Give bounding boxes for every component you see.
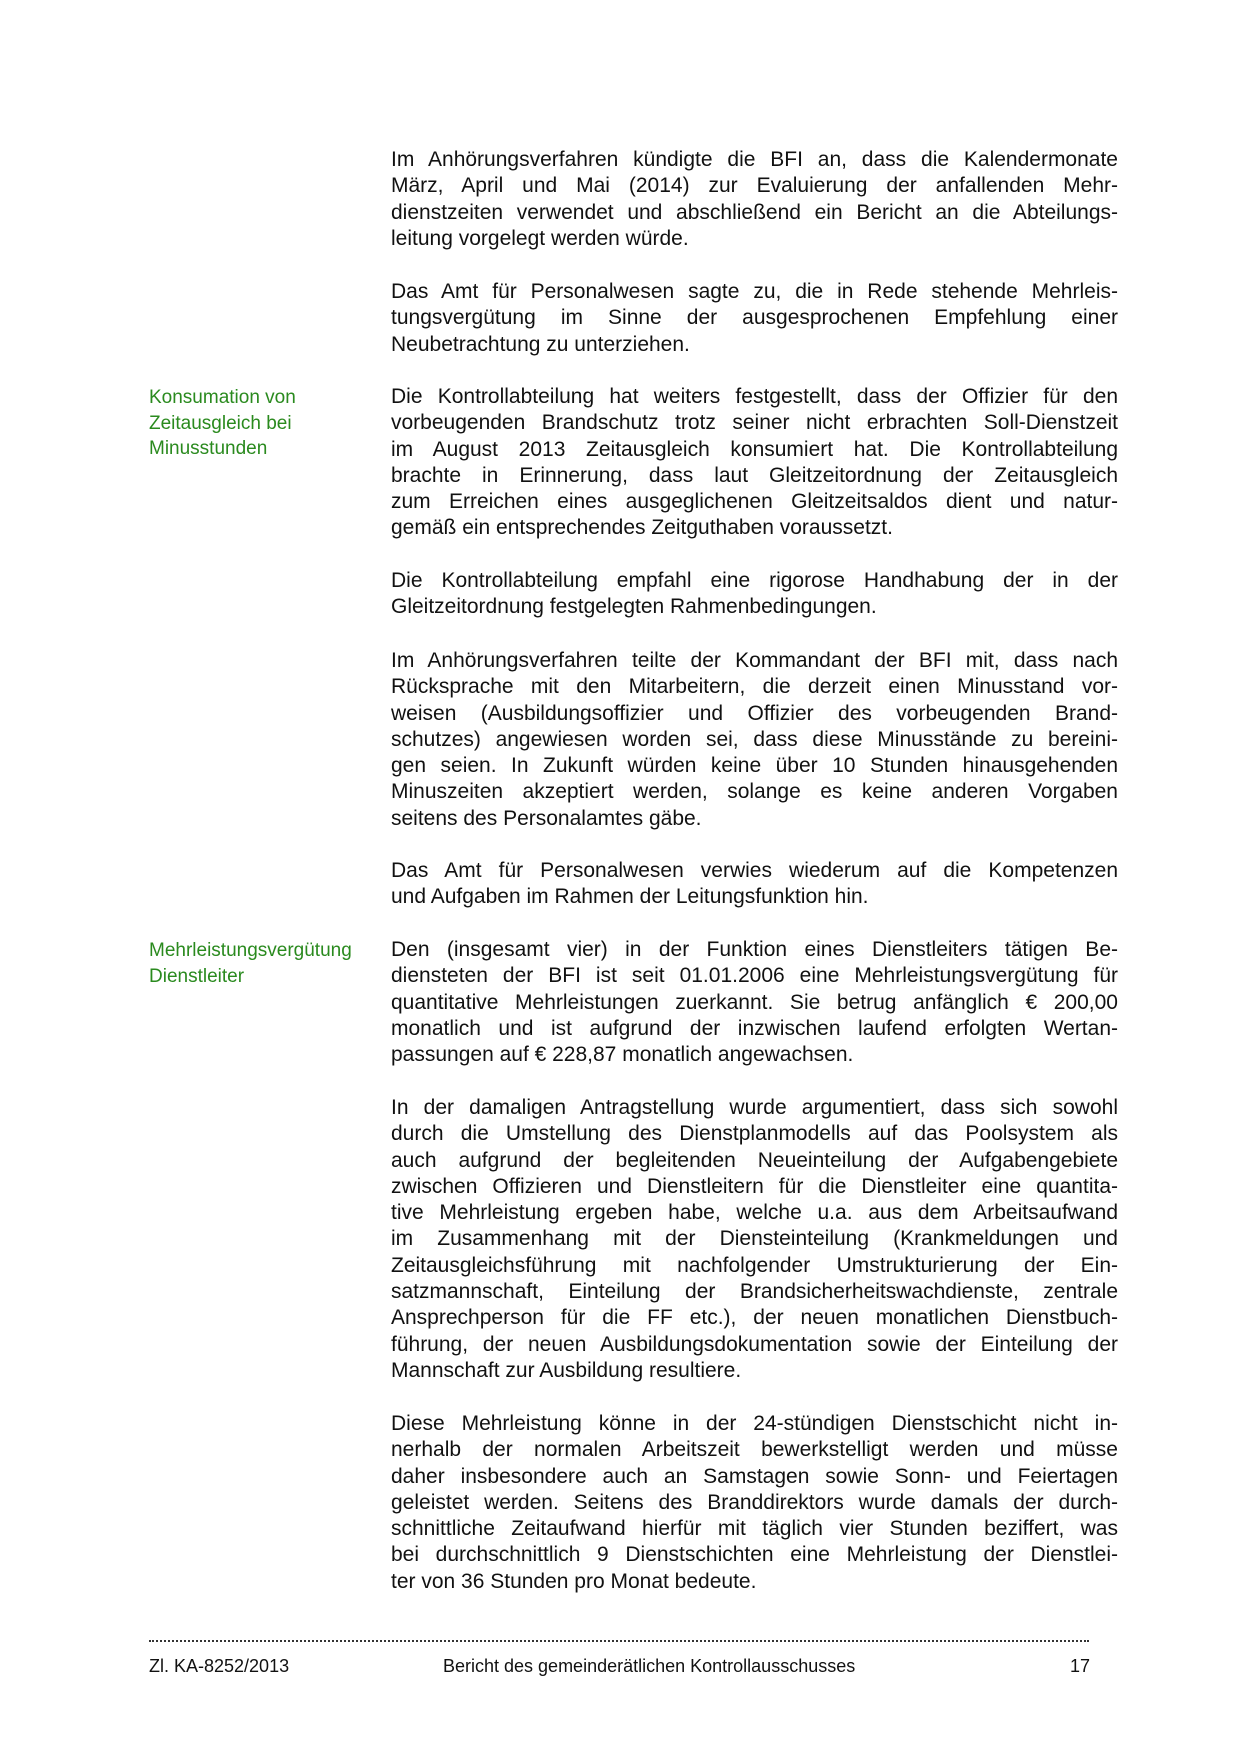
text-line: im Zusammenhang mit der Diensteinteilung (Krankmeldungen und bbox=[391, 1227, 1118, 1251]
text-line: auch aufgrund der begleitenden Neueinteilung der Aufgabengebiete bbox=[391, 1148, 1118, 1172]
footer-divider bbox=[149, 1640, 1089, 1642]
margin-heading-line: Dienstleiter bbox=[149, 965, 245, 987]
text-line: März, April und Mai (2014) zur Evaluierung der anfallenden Mehr- bbox=[391, 174, 1118, 198]
body-paragraph bbox=[391, 147, 1118, 252]
text-line: durch die Umstellung des Dienstplanmodells auf das Poolsystem als bbox=[391, 1122, 1118, 1146]
text-line: vorbeugenden Brandschutz trotz seiner nicht erbrachten Soll-Dienstzeit bbox=[391, 411, 1118, 435]
text-line: Ansprechperson für die FF etc.), der neuen monatlichen Dienstbuch- bbox=[391, 1306, 1118, 1330]
margin-heading-line: Minusstunden bbox=[149, 438, 268, 459]
text-line: passungen auf € 228,87 monatlich angewachsen. bbox=[391, 1043, 854, 1067]
text-line: Neubetrachtung zu unterziehen. bbox=[391, 332, 690, 356]
text-line: monatlich und ist aufgrund der inzwischen laufend erfolgten Wertan- bbox=[391, 1016, 1118, 1040]
text-line: tive Mehrleistung ergeben habe, welche u.a. aus dem Arbeitsaufwand bbox=[391, 1201, 1118, 1225]
text-line: ter von 36 Stunden pro Monat bedeute. bbox=[391, 1569, 757, 1593]
footer-reference: Zl. KA-8252/2013 bbox=[149, 1656, 290, 1676]
text-line: In der damaligen Antragstellung wurde argumentiert, dass sich sowohl bbox=[391, 1096, 1118, 1119]
text-line: brachte in Erinnerung, dass laut Gleitzeitordnung der Zeitausgleich bbox=[391, 463, 1118, 487]
text-line: gen seien. In Zukunft würden keine über 10 Stunden hinausgehenden bbox=[391, 754, 1118, 778]
body-paragraph bbox=[391, 568, 1118, 621]
body-paragraph bbox=[391, 384, 1118, 542]
text-line: seitens des Personalamtes gäbe. bbox=[391, 806, 702, 830]
text-line: diensteten der BFI ist seit 01.01.2006 eine Mehrleistungsvergütung für bbox=[391, 964, 1118, 988]
text-line: bei durchschnittlich 9 Dienstschichten eine Mehrleistung der Dienstlei- bbox=[391, 1543, 1118, 1567]
footer-title: Bericht des gemeinderätlichen Kontrollausschusses bbox=[443, 1656, 856, 1676]
text-line: Das Amt für Personalwesen sagte zu, die in Rede stehende Mehrleis- bbox=[391, 280, 1118, 303]
text-line: Im Anhörungsverfahren teilte der Kommandant der BFI mit, dass nach bbox=[391, 649, 1118, 672]
body-paragraph bbox=[391, 1095, 1118, 1384]
text-line: Minuszeiten akzeptiert werden, solange es keine anderen Vorgaben bbox=[391, 780, 1118, 804]
text-line: im August 2013 Zeitausgleich konsumiert hat. Die Kontrollabteilung bbox=[391, 437, 1118, 461]
page-number: 17 bbox=[1070, 1656, 1091, 1676]
text-line: weisen (Ausbildungsoffizier und Offizier des vorbeugenden Brand- bbox=[391, 701, 1118, 725]
text-line: führung, der neuen Ausbildungsdokumentation sowie der Einteilung der bbox=[391, 1332, 1118, 1356]
text-line: gemäß ein entsprechendes Zeitguthaben voraussetzt. bbox=[391, 516, 893, 540]
text-line: leitung vorgelegt werden würde. bbox=[391, 226, 689, 250]
text-line: nerhalb der normalen Arbeitszeit bewerkstelligt werden und müsse bbox=[391, 1438, 1118, 1462]
margin-heading-line: Mehrleistungsvergütung bbox=[149, 940, 352, 961]
body-paragraph bbox=[391, 937, 1118, 1068]
text-line: quantitative Mehrleistungen zuerkannt. Sie betrug anfänglich € 200,00 bbox=[391, 990, 1118, 1014]
margin-heading bbox=[149, 385, 379, 462]
text-line: satzmannschaft, Einteilung der Brandsicherheitswachdienste, zentrale bbox=[391, 1280, 1118, 1304]
text-line: Den (insgesamt vier) in der Funktion eines Dienstleiters tätigen Be- bbox=[391, 938, 1118, 961]
text-line: Die Kontrollabteilung hat weiters festgestellt, dass der Offizier für den bbox=[391, 385, 1118, 408]
text-line: zwischen Offizieren und Dienstleitern für die Dienstleiter eine quantita- bbox=[391, 1174, 1118, 1198]
text-line: schnittliche Zeitaufwand hierfür mit täglich vier Stunden beziffert, was bbox=[391, 1517, 1118, 1541]
text-line: dienstzeiten verwendet und abschließend ein Bericht an die Abteilungs- bbox=[391, 200, 1118, 224]
body-paragraph bbox=[391, 858, 1118, 911]
text-line: schutzes) angewiesen worden sei, dass diese Minusstände zu bereini- bbox=[391, 727, 1118, 751]
text-line: Gleitzeitordnung festgelegten Rahmenbedingungen. bbox=[391, 595, 877, 619]
margin-heading-line: Konsumation von bbox=[149, 387, 296, 408]
body-paragraph bbox=[391, 648, 1118, 832]
text-line: Mannschaft zur Ausbildung resultiere. bbox=[391, 1358, 742, 1382]
margin-heading bbox=[149, 938, 379, 989]
text-line: tungsvergütung im Sinne der ausgesprochenen Empfehlung einer bbox=[391, 306, 1118, 330]
text-line: Zeitausgleichsführung mit nachfolgender Umstrukturierung der Ein- bbox=[391, 1253, 1118, 1277]
text-line: daher insbesondere auch an Samstagen sowie Sonn- und Feiertagen bbox=[391, 1464, 1118, 1488]
margin-heading-line: Zeitausgleich bei bbox=[149, 412, 292, 434]
text-line: Das Amt für Personalwesen verwies wiederum auf die Kompetenzen bbox=[391, 859, 1118, 882]
body-paragraph bbox=[391, 279, 1118, 358]
text-line: Im Anhörungsverfahren kündigte die BFI an, dass die Kalendermonate bbox=[391, 148, 1118, 171]
body-paragraph bbox=[391, 1411, 1118, 1595]
text-line: Rücksprache mit den Mitarbeitern, die derzeit einen Minusstand vor- bbox=[391, 675, 1118, 699]
text-line: geleistet werden. Seitens des Branddirektors wurde damals der durch- bbox=[391, 1490, 1118, 1514]
text-line: Die Kontrollabteilung empfahl eine rigorose Handhabung der in der bbox=[391, 569, 1118, 592]
text-line: Diese Mehrleistung könne in der 24-stündigen Dienstschicht nicht in- bbox=[391, 1412, 1118, 1435]
text-line: zum Erreichen eines ausgeglichenen Gleitzeitsaldos dient und natur- bbox=[391, 490, 1118, 514]
text-line: und Aufgaben im Rahmen der Leitungsfunktion hin. bbox=[391, 885, 869, 909]
